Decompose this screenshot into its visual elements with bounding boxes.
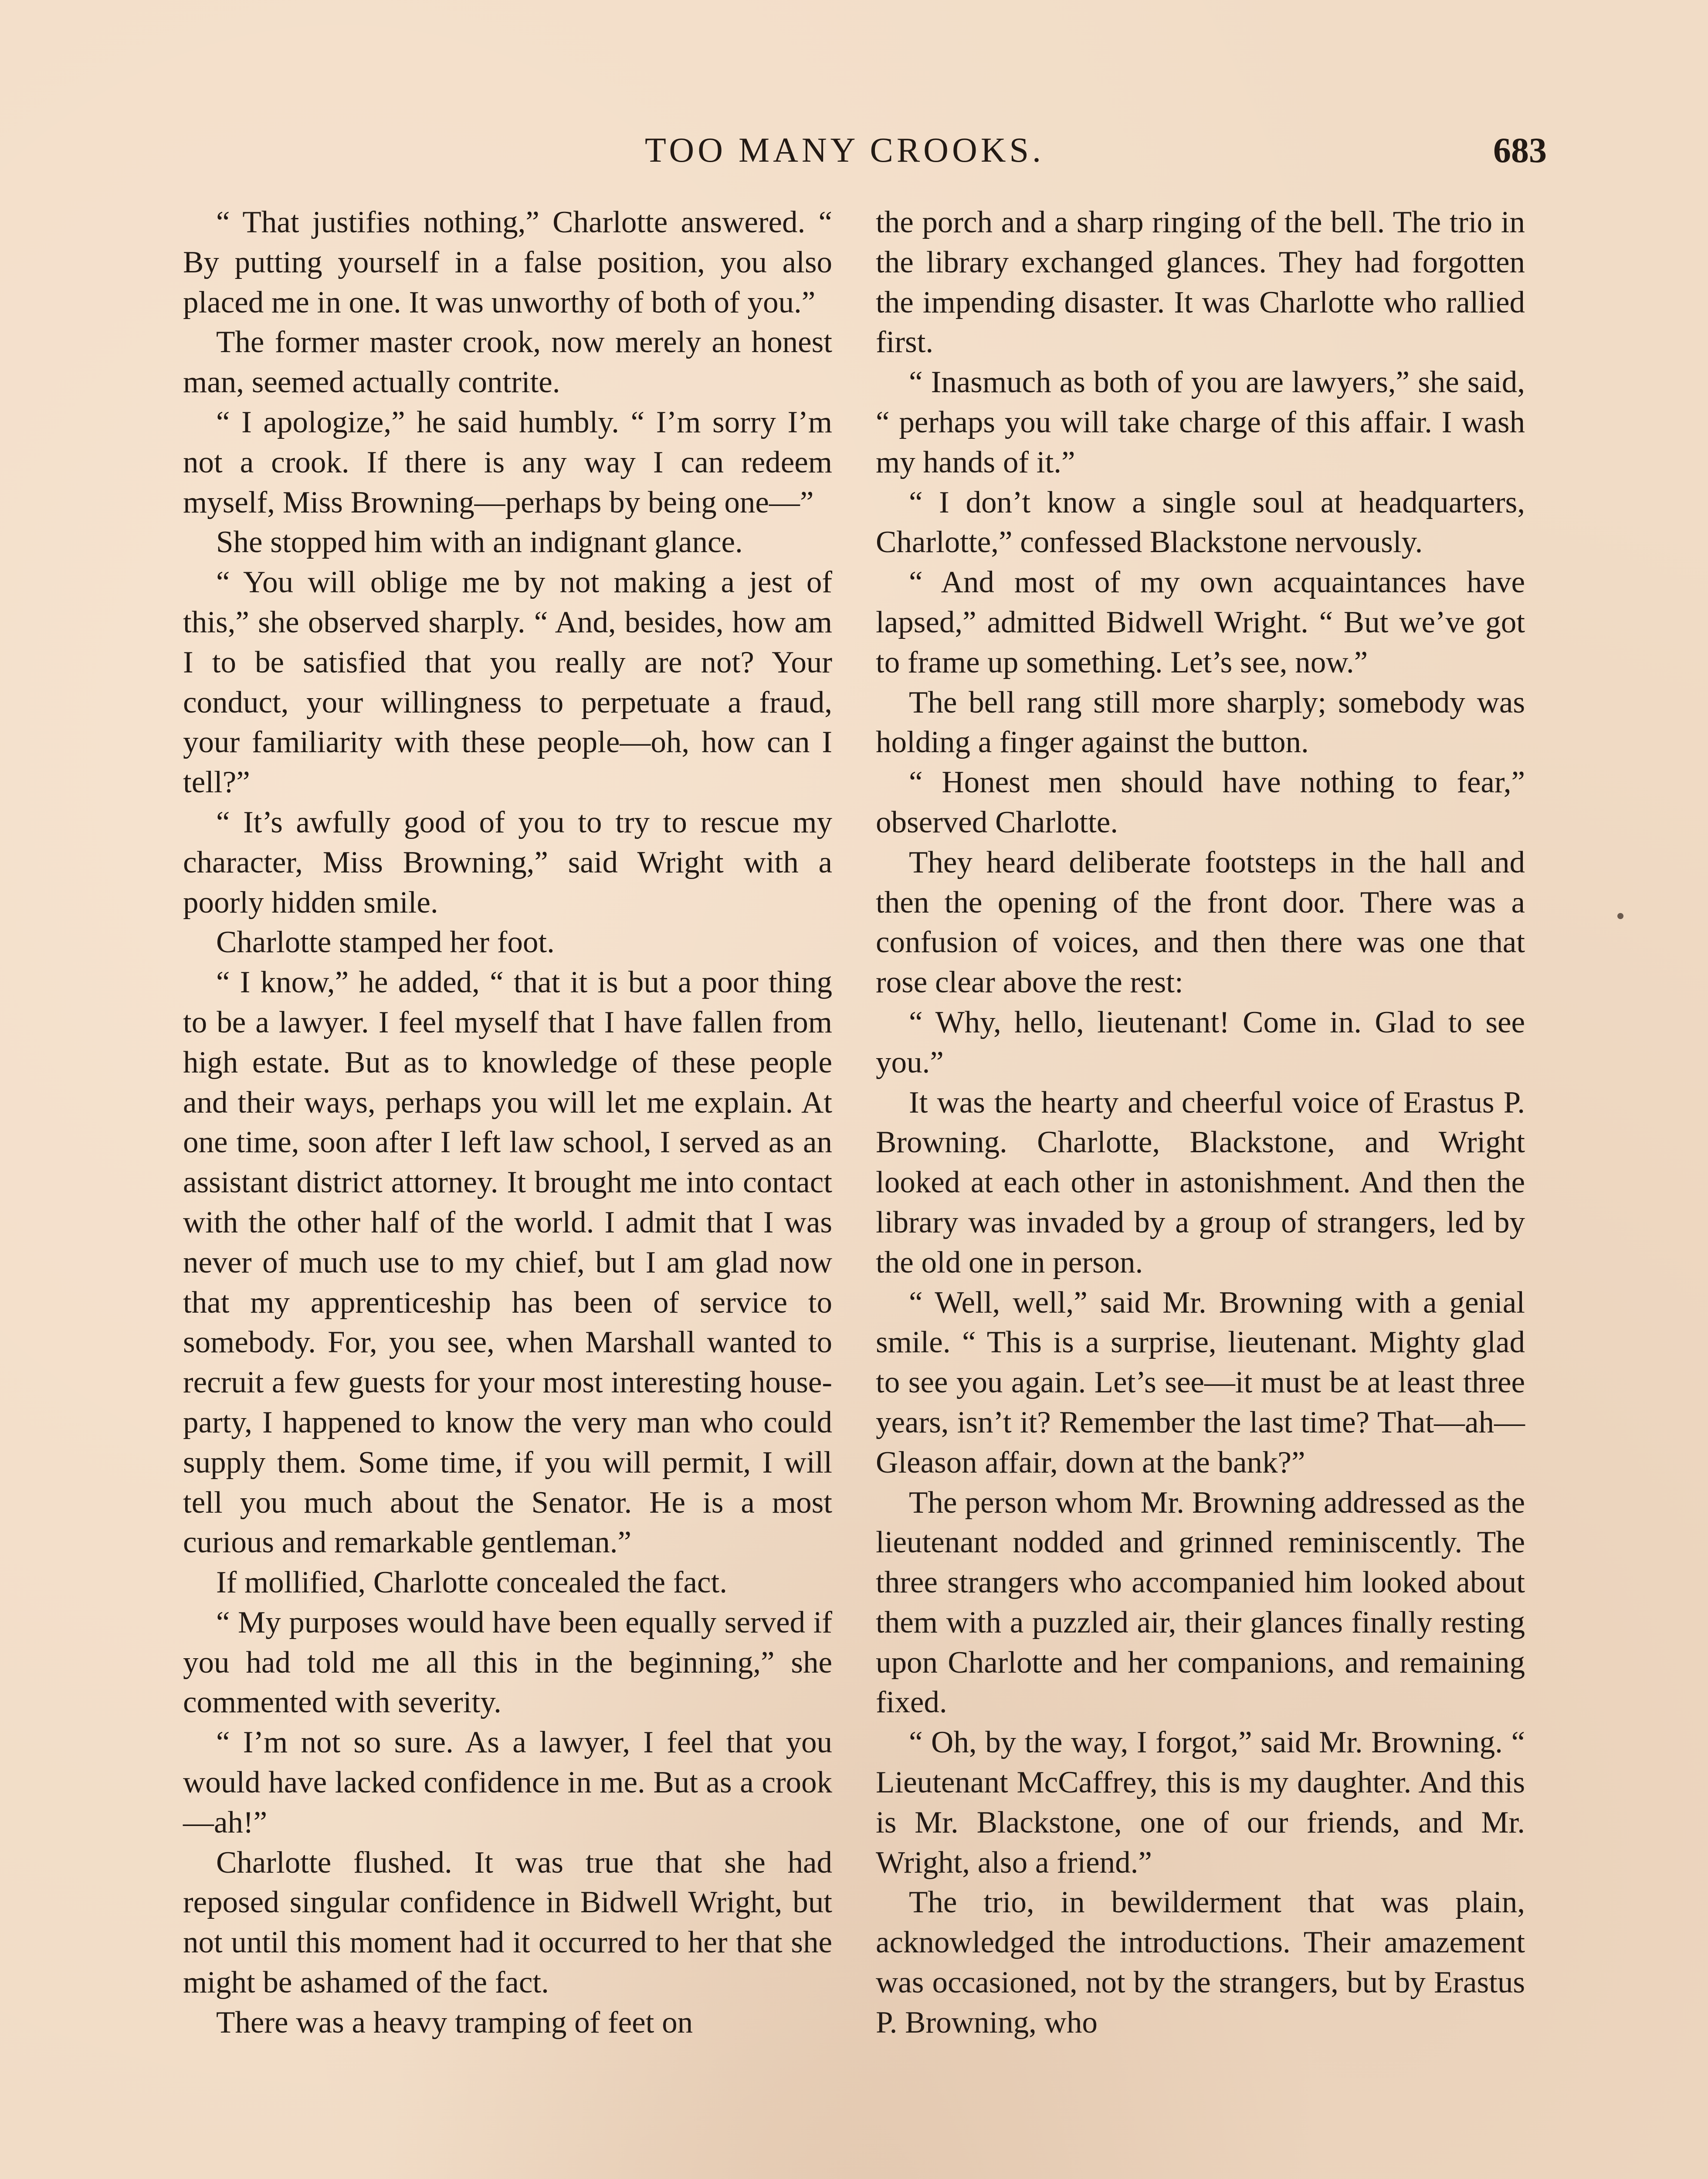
paragraph: “ Oh, by the way, I forgot,” said Mr. Browning. “ Lieutenant McCaffrey, this is my daughter. And this is Mr. Blackstone, one of our friends, and Mr. Wright, also a friend.” — [876, 1725, 1525, 1880]
paragraph: “ I apologize,” he said humbly. “ I’m sorry I’m not a crook. If there is any way I can redeem myself, Miss Browning—perhaps by being one—” — [183, 405, 832, 519]
paragraph: “ I know,” he added, “ that it is but a poor thing to be a lawyer. I feel myself that I have fallen from high estate. But as to knowledge of these people and their ways, perhaps you will let me explain. At one time, soon after I left law school, I served as an assistant district attorney. It brought me into contact with the other half of the world. I admit that I was never of much use to my chief, but I am glad now that my apprenticeship has been of service to somebody. For, you see, when Marshall wanted to recruit a few guests for your most interesting house-party, I happened to know the very man who could supply them. Some time, if you will permit, I will tell you much about the Senator. He is a most curious and remarkable gentleman.” — [183, 965, 832, 1560]
paragraph: There was a heavy tramping of feet on — [216, 2005, 693, 2040]
paragraph: The former master crook, now merely an honest man, seemed actually contrite. — [183, 325, 832, 400]
paragraph: The trio, in bewilderment that was plain, acknowledged the introductions. Their amazement was occasioned, not by the strangers, but by Erastus P. Browning, who — [876, 1885, 1525, 2040]
page-number: 683 — [1493, 130, 1547, 170]
continued-paragraph: the porch and a sharp ringing of the bell. The trio in the library exchanged glances. They had forgotten the impending disaster. It was Charlotte who rallied first. — [876, 205, 1525, 360]
paper-speck — [1617, 913, 1623, 919]
paragraph: “ And most of my own acquaintances have lapsed,” admitted Bidwell Wright. “ But we’ve got to frame up something. Let’s see, now.” — [876, 565, 1525, 679]
paragraph: Charlotte stamped her foot. — [216, 925, 555, 960]
paragraph: “ Inasmuch as both of you are lawyers,” she said, “ perhaps you will take charge of this affair. I wash my hands of it.” — [876, 365, 1525, 479]
paragraph: She stopped him with an indignant glance. — [216, 525, 743, 560]
paragraph: “ You will oblige me by not making a jest of this,” she observed sharply. “ And, besides, how am I to be satisfied that you really are not? Your conduct, your willingness to perpetuate a fraud, your familiarity with these people—oh, how can I tell?” — [183, 565, 832, 800]
paragraph: Charlotte flushed. It was true that she had reposed singular confidence in Bidwell Wright, but not until this moment had it occurred to her that she might be ashamed of the fact. — [183, 1845, 832, 2000]
paragraph: “ My purposes would have been equally served if you had told me all this in the beginning,” she commented with severity. — [183, 1605, 832, 1720]
paragraph: “ Honest men should have nothing to fear,” observed Charlotte. — [876, 765, 1525, 839]
paragraph: “ Why, hello, lieutenant! Come in. Glad to see you.” — [876, 1005, 1525, 1079]
paragraph: The person whom Mr. Browning addressed as the lieutenant nodded and grinned reminiscently. The three strangers who accompanied him looked about them with a puzzled air, their glances finally resting upon Charlotte and her companions, and remaining fixed. — [876, 1485, 1525, 1720]
paragraph: “ That justifies nothing,” Charlotte answered. “ By putting yourself in a false position, you also placed me in one. It was unworthy of both of you.” — [183, 205, 832, 319]
left-column — [183, 203, 832, 2043]
right-column — [876, 203, 1525, 2043]
paragraph: They heard deliberate footsteps in the hall and then the opening of the front door. There was a confusion of voices, and then there was one that rose clear above the rest: — [876, 845, 1525, 1000]
paragraph: If mollified, Charlotte concealed the fact. — [216, 1565, 727, 1600]
paragraph: “ Well, well,” said Mr. Browning with a genial smile. “ This is a surprise, lieutenant. Mighty glad to see you again. Let’s see—it must be at least three years, isn’t it? Remember the last time? That—ah—Gleason affair, down at the bank?” — [876, 1285, 1525, 1480]
page-header — [0, 126, 1708, 174]
running-title: TOO MANY CROOKS. — [645, 131, 1044, 170]
paragraph: “ It’s awfully good of you to try to rescue my character, Miss Browning,” said Wright with a poorly hidden smile. — [183, 805, 832, 920]
paragraph: “ I don’t know a single soul at headquarters, Charlotte,” confessed Blackstone nervously. — [876, 485, 1525, 560]
paragraph: The bell rang still more sharply; somebody was holding a finger against the button. — [876, 685, 1525, 760]
paragraph: It was the hearty and cheerful voice of Erastus P. Browning. Charlotte, Blackstone, and Wright looked at each other in astonishment. And then the library was invaded by a group of strangers, led by the old one in person. — [876, 1085, 1525, 1280]
paragraph: “ I’m not so sure. As a lawyer, I feel that you would have lacked confidence in me. But as a crook—ah!” — [183, 1725, 832, 1840]
